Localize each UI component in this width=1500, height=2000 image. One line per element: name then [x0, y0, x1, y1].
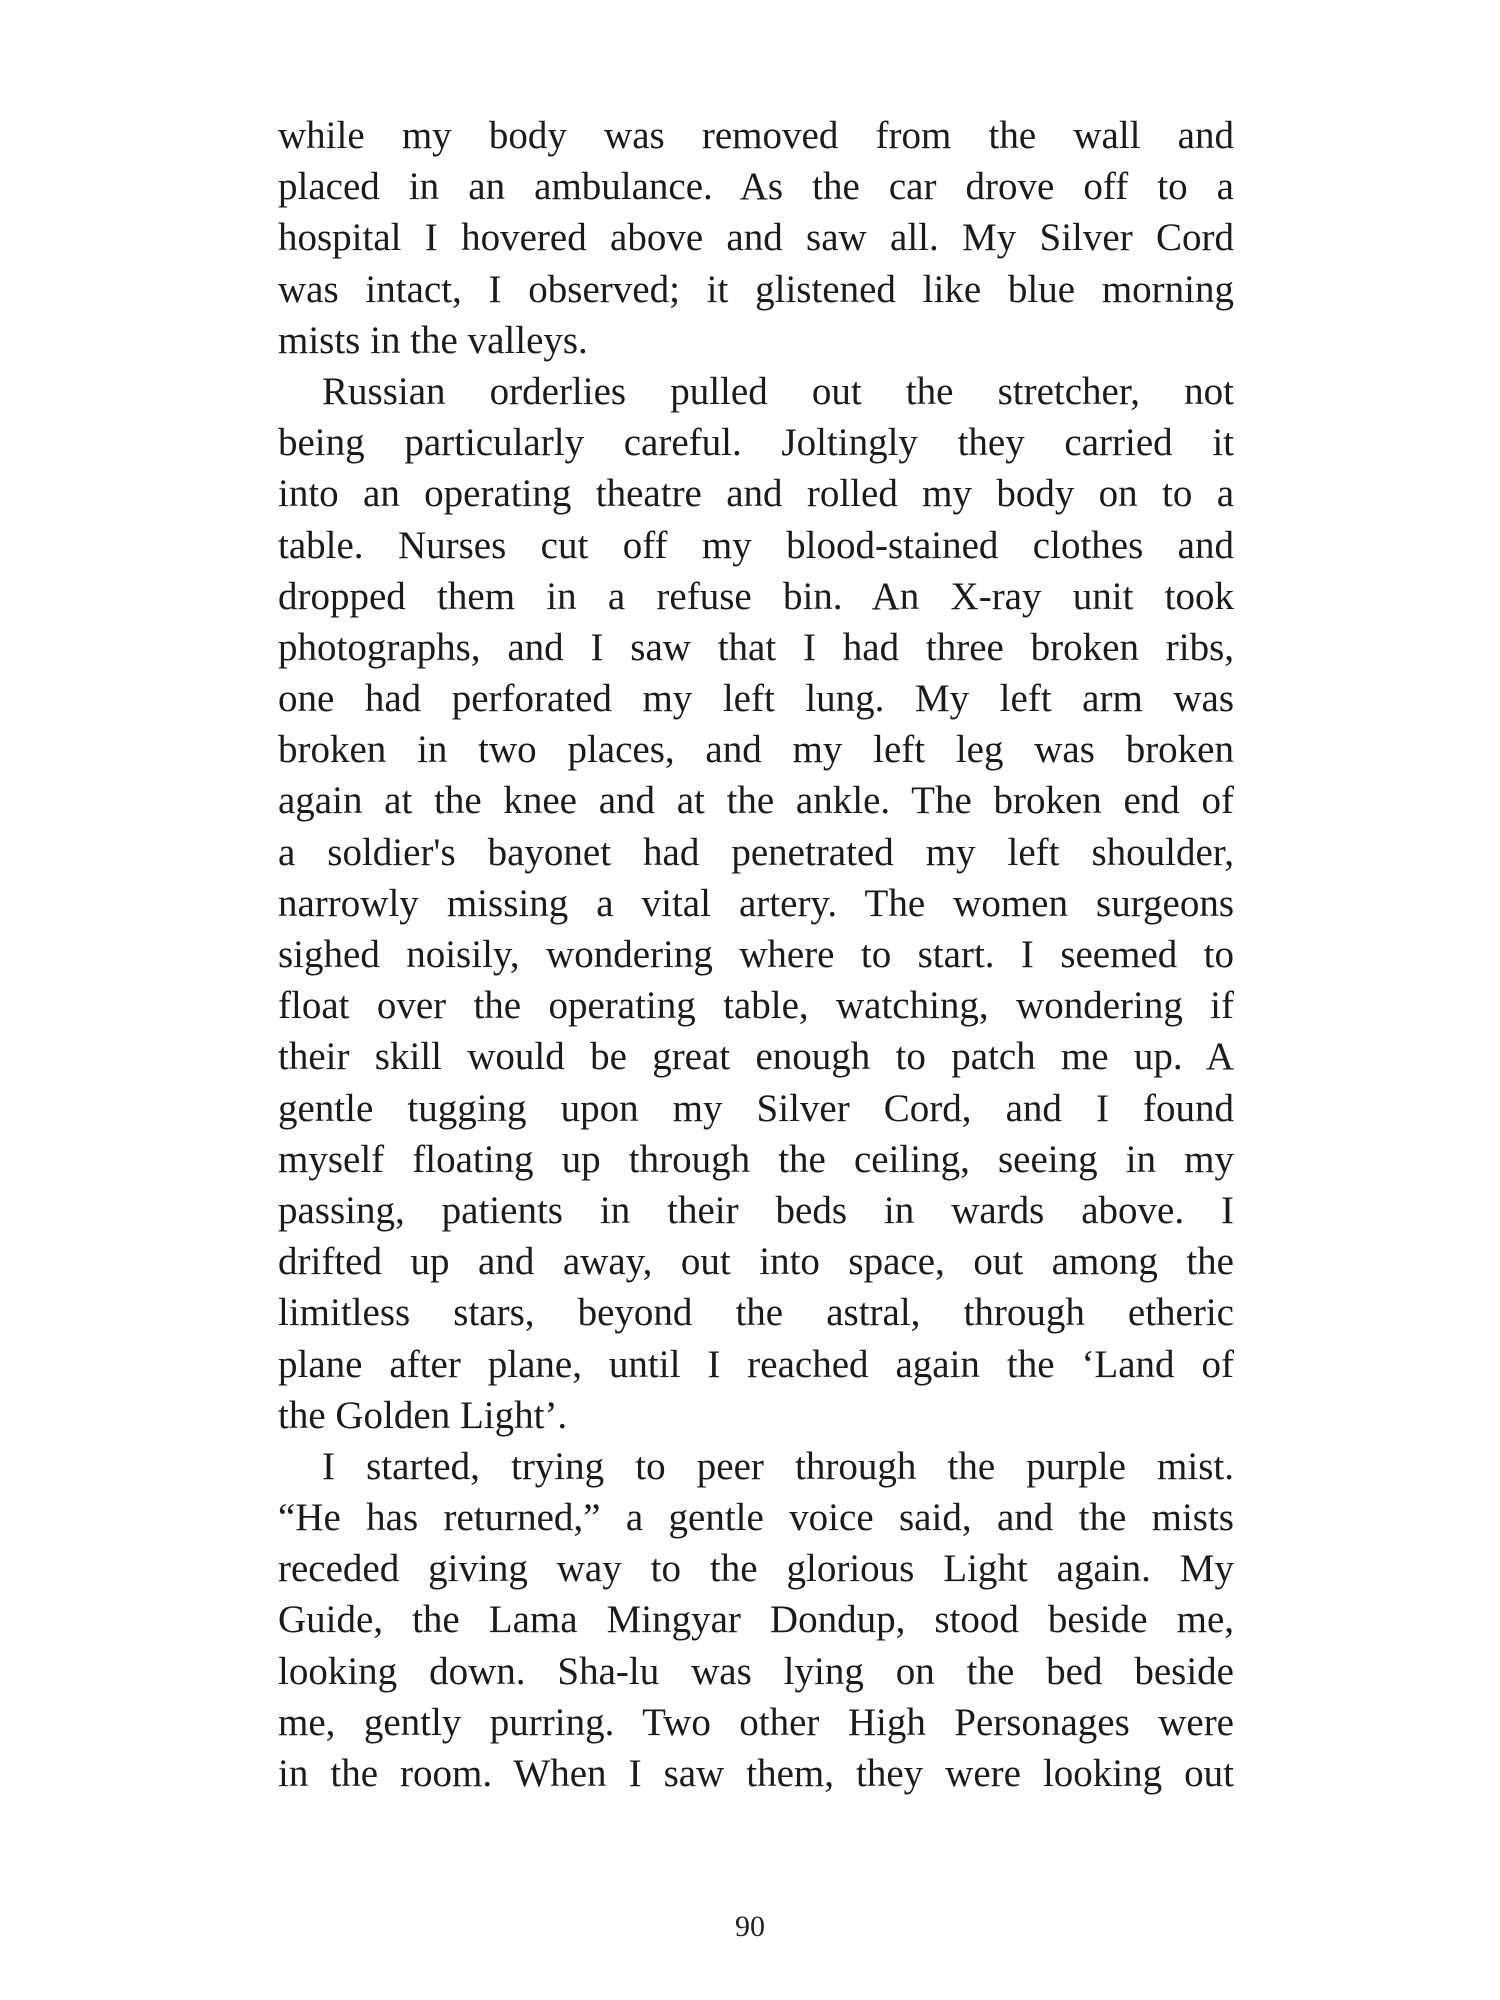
text-line: a soldier's bayonet had penetrated my left shoulder, — [278, 830, 1234, 874]
text-line: receded giving way to the glorious Light again. My — [278, 1547, 1234, 1591]
text-line: passing, patients in their beds in wards above. I — [278, 1188, 1234, 1232]
text-line: broken in two places, and my left leg was broken — [278, 728, 1234, 772]
text-line: placed in an ambulance. As the car drove off to a — [278, 165, 1234, 209]
text-line: was intact, I observed; it glistened like blue morning — [278, 267, 1234, 311]
text-line: “He has returned,” a gentle voice said, and the mists — [278, 1496, 1234, 1540]
text-line: mists in the valleys. — [278, 318, 588, 362]
text-line: hospital I hovered above and saw all. My Silver Cord — [278, 216, 1234, 260]
text-line: I started, trying to peer through the purple mist. — [322, 1444, 1234, 1488]
text-line: me, gently purring. Two other High Personages were — [278, 1700, 1234, 1744]
text-line: into an operating theatre and rolled my body on to a — [278, 472, 1234, 516]
text-line: their skill would be great enough to patch me up. A — [278, 1035, 1234, 1079]
text-line: again at the knee and at the ankle. The broken end of — [278, 779, 1234, 823]
text-line: the Golden Light’. — [278, 1393, 568, 1437]
text-line: table. Nurses cut off my blood-stained clothes and — [278, 523, 1234, 567]
text-line: myself floating up through the ceiling, seeing in my — [278, 1137, 1234, 1181]
text-line: dropped them in a refuse bin. An X-ray unit took — [278, 574, 1234, 618]
text-line: Russian orderlies pulled out the stretcher, not — [322, 369, 1234, 413]
body-text — [278, 110, 1234, 1799]
text-line: sighed noisily, wondering where to start. I seemed to — [278, 933, 1234, 976]
text-line: gentle tugging upon my Silver Cord, and I found — [278, 1086, 1234, 1130]
text-line: looking down. Sha-lu was lying on the bed beside — [278, 1649, 1234, 1693]
text-line: drifted up and away, out into space, out among the — [278, 1240, 1234, 1284]
text-line: plane after plane, until I reached again the ‘Land of — [278, 1342, 1234, 1386]
text-line: limitless stars, beyond the astral, through etheric — [278, 1291, 1234, 1335]
text-line: being particularly careful. Joltingly they carried it — [278, 421, 1234, 465]
text-line: while my body was removed from the wall and — [278, 114, 1234, 157]
text-line: narrowly missing a vital artery. The women surgeons — [278, 881, 1234, 925]
text-line: Guide, the Lama Mingyar Dondup, stood beside me, — [278, 1598, 1234, 1642]
text-line: photographs, and I saw that I had three broken ribs, — [278, 625, 1234, 669]
text-line: float over the operating table, watching, wondering if — [278, 984, 1234, 1028]
page-number: 90 — [735, 1910, 765, 1943]
text-line: in the room. When I saw them, they were looking out — [278, 1752, 1234, 1795]
text-line: one had perforated my left lung. My left arm was — [278, 677, 1234, 721]
